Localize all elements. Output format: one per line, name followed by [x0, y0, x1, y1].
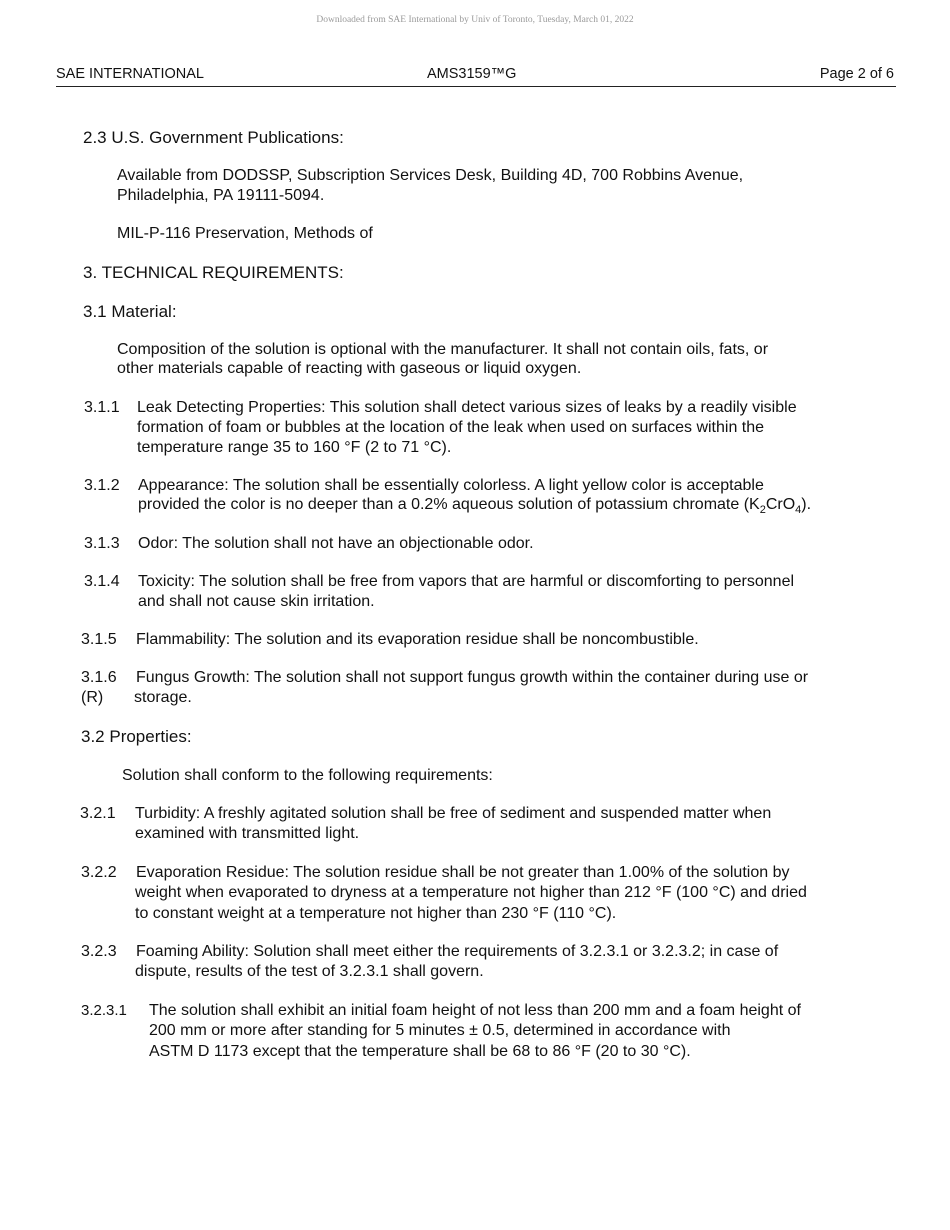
section-3-1-1-line2: formation of foam or bubbles at the location of the leak when used on surfaces within the — [137, 419, 765, 436]
section-3-1-3-line1: Odor: The solution shall not have an objectionable odor. — [138, 535, 534, 552]
section-3-2-heading: 3.2 Properties: — [81, 727, 192, 746]
chromate-formula-mid: CrO — [765, 496, 796, 513]
header-divider — [56, 86, 896, 87]
section-3-1-4-line2: and shall not cause skin irritation. — [138, 593, 375, 610]
section-2-3-mil-spec: MIL-P-116 Preservation, Methods of — [117, 225, 373, 242]
section-3-1-1-number: 3.1.1 — [84, 399, 120, 416]
section-3-1-heading: 3.1 Material: — [83, 302, 177, 321]
section-3-1-4-number: 3.1.4 — [84, 573, 120, 590]
section-3-1-3-number: 3.1.3 — [84, 535, 120, 552]
section-3-2-2-number: 3.2.2 — [81, 864, 117, 881]
section-3-1-2-number: 3.1.2 — [84, 477, 120, 494]
section-3-2-2-line2: weight when evaporated to dryness at a temperature not higher than 212 °F (100 °C) and dried — [135, 884, 807, 901]
section-3-2-3-line1: Foaming Ability: Solution shall meet either the requirements of 3.2.3.1 or 3.2.3.2; in case of — [136, 943, 779, 960]
section-3-2-1-line2: examined with transmitted light. — [135, 825, 360, 842]
section-3-2-1-line1: Turbidity: A freshly agitated solution shall be free of sediment and suspended matter when — [135, 805, 772, 822]
section-2-3-availability-line2: Philadelphia, PA 19111-5094. — [117, 187, 325, 204]
section-3-1-5-number: 3.1.5 — [81, 631, 117, 648]
section-3-heading: 3. TECHNICAL REQUIREMENTS: — [83, 263, 344, 282]
section-3-2-3-1-line3: ASTM D 1173 except that the temperature shall be 68 to 86 °F (20 to 30 °C). — [149, 1043, 691, 1060]
section-2-3-availability-line1: Available from DODSSP, Subscription Services Desk, Building 4D, 700 Robbins Avenue, — [117, 167, 744, 184]
section-3-1-2-line2-end: ). — [801, 496, 812, 513]
section-3-1-2-line1: Appearance: The solution shall be essentially colorless. A light yellow color is acceptable — [138, 477, 764, 494]
section-3-1-6-line1: Fungus Growth: The solution shall not support fungus growth within the container during use or — [136, 669, 809, 686]
section-3-2-2-line3: to constant weight at a temperature not higher than 230 °F (110 °C). — [135, 905, 617, 922]
section-3-1-1-line3: temperature range 35 to 160 °F (2 to 71 °C). — [137, 439, 452, 456]
header-page-number: Page 2 of 6 — [819, 66, 894, 82]
header-doc-number: AMS3159™G — [427, 66, 517, 82]
section-3-2-3-1-line1: The solution shall exhibit an initial foam height of not less than 200 mm and a foam height of — [149, 1002, 801, 1019]
section-3-1-text-line2: other materials capable of reacting with gaseous or liquid oxygen. — [117, 360, 582, 377]
subscript-2: 2 — [759, 504, 766, 516]
header-org: SAE INTERNATIONAL — [56, 66, 204, 82]
section-3-2-1-number: 3.2.1 — [80, 805, 116, 822]
section-3-2-3-line2: dispute, results of the test of 3.2.3.1 shall govern. — [135, 963, 484, 980]
section-3-1-2-line2-text: provided the color is no deeper than a 0.2% aqueous solution of potassium chromate (K — [138, 496, 760, 513]
section-3-1-6-number: 3.1.6 — [81, 669, 117, 686]
subscript-4: 4 — [795, 504, 802, 516]
section-3-2-2-line1: Evaporation Residue: The solution residue shall be not greater than 1.00% of the solution by — [136, 864, 790, 881]
section-3-1-text-line1: Composition of the solution is optional with the manufacturer. It shall not contain oils, fats, or — [117, 341, 769, 358]
section-3-1-6-line2: storage. — [134, 689, 192, 706]
section-3-1-1-line1: Leak Detecting Properties: This solution shall detect various sizes of leaks by a readily visible — [137, 399, 797, 416]
revision-marker: (R) — [81, 689, 104, 706]
section-2-3-heading: 2.3 U.S. Government Publications: — [83, 128, 344, 147]
section-3-2-3-1-number: 3.2.3.1 — [81, 1002, 127, 1019]
section-3-2-3-1-line2: 200 mm or more after standing for 5 minutes ± 0.5, determined in accordance with — [149, 1022, 731, 1039]
section-3-1-4-line1: Toxicity: The solution shall be free from vapors that are harmful or discomforting to personnel — [138, 573, 795, 590]
section-3-2-3-number: 3.2.3 — [81, 943, 117, 960]
section-3-1-2-line2 — [138, 495, 811, 516]
download-watermark: Downloaded from SAE International by Univ of Toronto, Tuesday, March 01, 2022 — [316, 15, 634, 25]
section-3-2-text: Solution shall conform to the following requirements: — [122, 767, 493, 784]
section-3-1-5-line1: Flammability: The solution and its evaporation residue shall be noncombustible. — [136, 631, 699, 648]
